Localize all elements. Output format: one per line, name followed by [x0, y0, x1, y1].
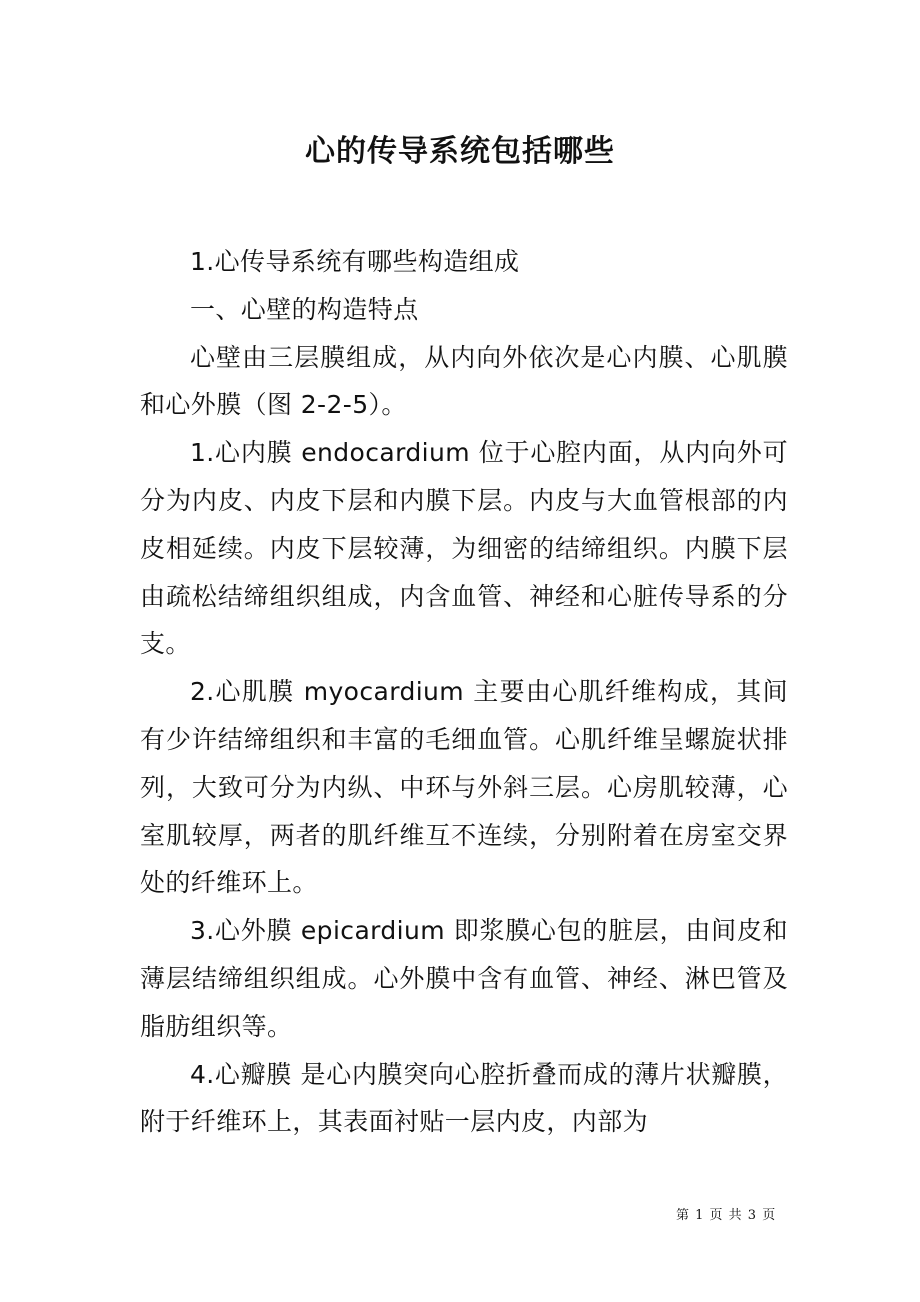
paragraph-heart-wall: 心壁由三层膜组成，从内向外依次是心内膜、心肌膜和心外膜（图 2-2-5）。 — [140, 342, 788, 420]
document-body — [140, 238, 788, 1146]
paragraph-myocardium: 2.心肌膜 myocardium 主要由心肌纤维构成，其间有少许结缔组织和丰富的毛细血管。心肌纤维呈螺旋状排列，大致可分为内纵、中环与外斜三层。心房肌较薄，心室肌较厚，两者的肌纤维互不连续，分别附着在房室交界处的纤维环上。 — [140, 677, 788, 898]
paragraph-valves: 4.心瓣膜 是心内膜突向心腔折叠而成的薄片状瓣膜，附于纤维环上，其表面衬贴一层内皮，内部为 — [140, 1059, 788, 1137]
paragraph-endocardium: 1.心内膜 endocardium 位于心腔内面，从内向外可分为内皮、内皮下层和内膜下层。内皮与大血管根部的内皮相延续。内皮下层较薄，为细密的结缔组织。内膜下层由疏松结缔组织组成，内含血管、神经和心脏传导系的分支。 — [140, 438, 788, 659]
paragraph-heading-1: 1.心传导系统有哪些构造组成 — [190, 247, 520, 276]
paragraph-heading-2: 一、心壁的构造特点 — [190, 294, 419, 324]
document-title: 心的传导系统包括哪些 — [305, 134, 615, 169]
paragraph-epicardium: 3.心外膜 epicardium 即浆膜心包的脏层，由间皮和薄层结缔组织组成。心外膜中含有血管、神经、淋巴管及脂肪组织等。 — [140, 916, 788, 1041]
page-number-footer: 第 1 页 共 3 页 — [676, 1208, 777, 1223]
